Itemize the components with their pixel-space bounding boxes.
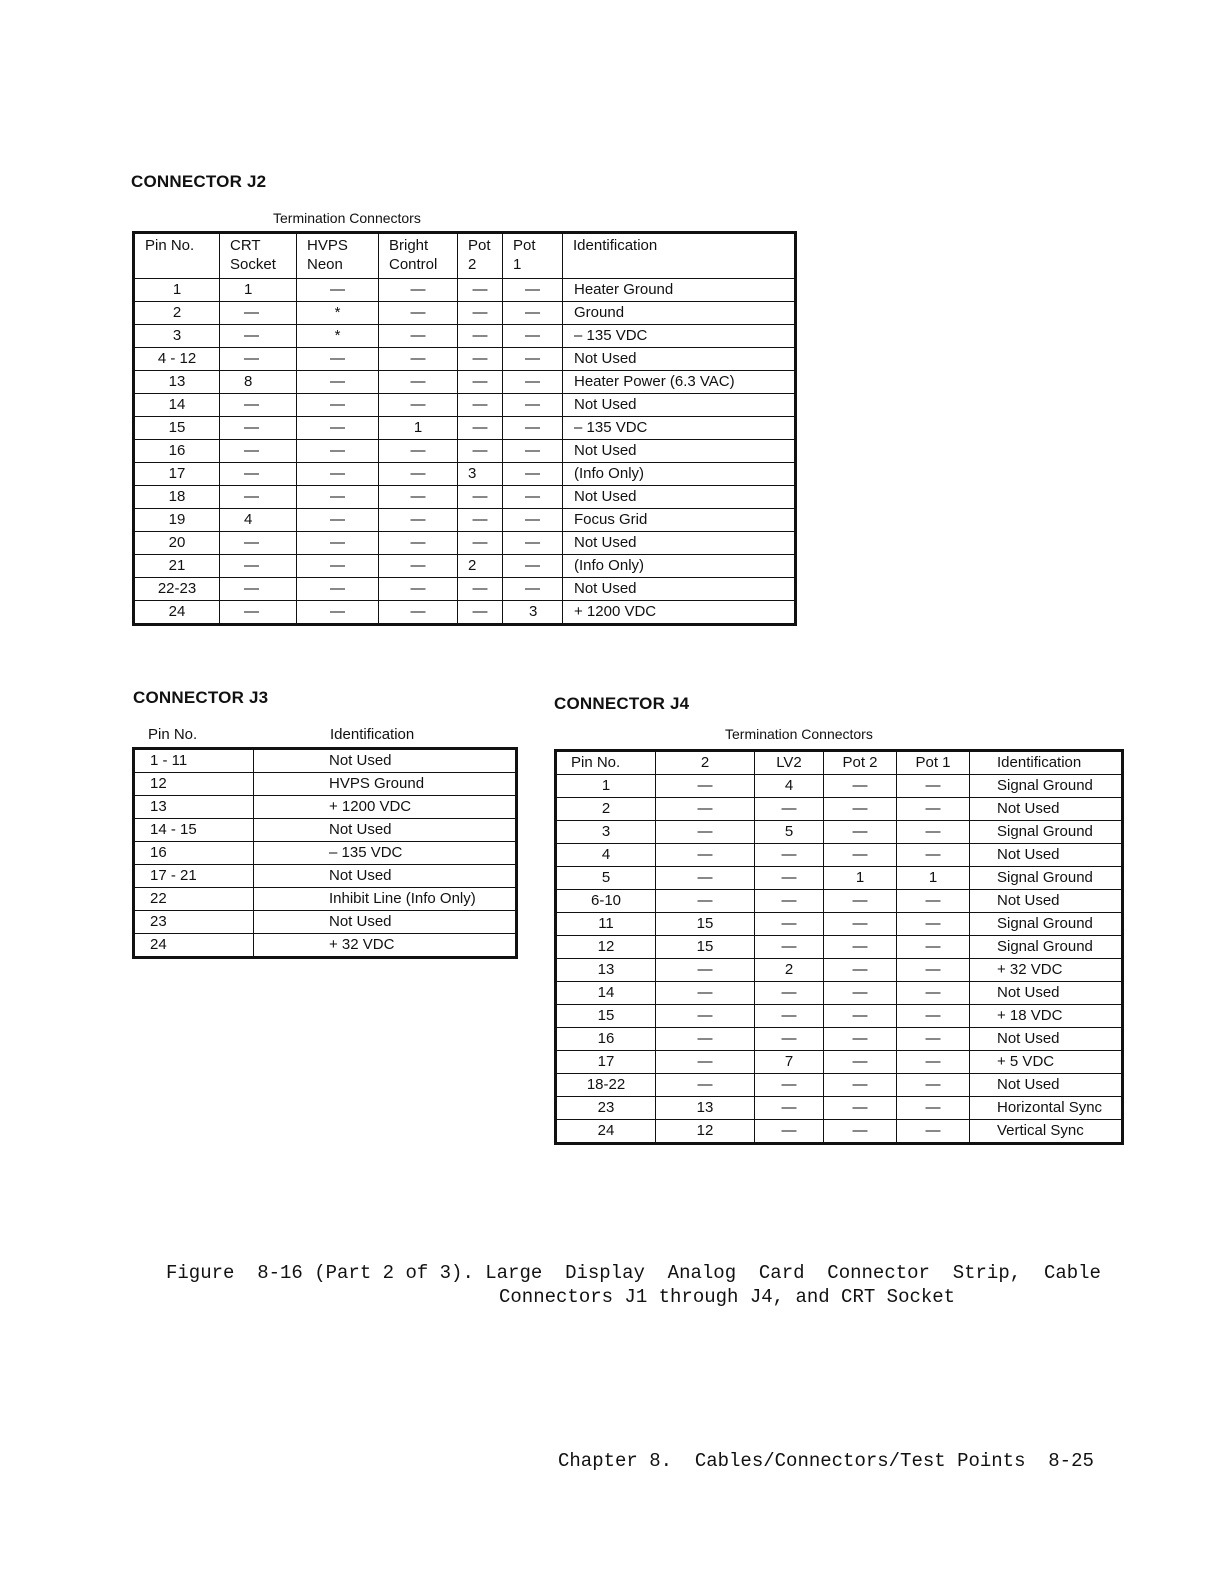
j3-cell: + 32 VDC	[254, 934, 517, 958]
table-row	[556, 936, 1123, 959]
j2-cell: —	[458, 578, 503, 601]
j2-cell: – 135 VDC	[563, 325, 796, 348]
table-row	[556, 775, 1123, 798]
j4-cell: 3	[556, 821, 656, 844]
j4-cell: —	[656, 844, 755, 867]
j2-cell: —	[220, 555, 297, 578]
j4-cell: —	[755, 890, 824, 913]
j2-cell: —	[220, 440, 297, 463]
j2-cell: —	[503, 578, 563, 601]
j4-header-cell: LV2	[755, 751, 824, 775]
j2-header-line2: 2	[468, 256, 477, 273]
j4-cell: Signal Ground	[970, 867, 1123, 890]
table-row	[134, 865, 517, 888]
j2-cell: 1	[379, 417, 458, 440]
j2-cell: Not Used	[563, 348, 796, 371]
j2-cell: —	[297, 601, 379, 625]
j4-cell: —	[897, 982, 970, 1005]
j4-cell: 15	[656, 936, 755, 959]
j2-cell: —	[220, 463, 297, 486]
j2-cell: 2	[134, 302, 220, 325]
j2-cell: —	[458, 371, 503, 394]
j4-cell: —	[755, 1120, 824, 1144]
j4-cell: —	[897, 936, 970, 959]
j4-cell: —	[755, 1074, 824, 1097]
j2-cell: —	[379, 279, 458, 302]
j3-cell: Not Used	[254, 749, 517, 773]
j2-cell: —	[379, 555, 458, 578]
j4-cell: —	[897, 913, 970, 936]
j4-cell: —	[656, 821, 755, 844]
table-row	[134, 796, 517, 819]
j2-header-line1: Bright	[389, 237, 429, 254]
j2-cell: —	[503, 325, 563, 348]
j4-cell: —	[656, 959, 755, 982]
table-row	[134, 819, 517, 842]
j4-cell: Signal Ground	[970, 775, 1123, 798]
j4-cell: Vertical Sync	[970, 1120, 1123, 1144]
j2-cell: —	[297, 348, 379, 371]
j2-cell: —	[220, 394, 297, 417]
connector-j2-table	[132, 231, 797, 626]
j4-header-cell: Identification	[970, 751, 1123, 775]
j4-cell: —	[897, 1051, 970, 1074]
table-row	[134, 749, 517, 773]
j2-cell: 18	[134, 486, 220, 509]
j2-cell: —	[458, 509, 503, 532]
j4-cell: —	[755, 867, 824, 890]
table-row	[556, 1074, 1123, 1097]
table-row	[556, 982, 1123, 1005]
j4-cell: —	[755, 982, 824, 1005]
connector-j4-title: CONNECTOR J4	[554, 694, 690, 713]
j3-cell: 24	[134, 934, 254, 958]
j2-header-line2: Neon	[307, 256, 343, 273]
j3-cell: – 135 VDC	[254, 842, 517, 865]
j4-cell: —	[824, 982, 897, 1005]
j2-header-cell	[134, 233, 220, 279]
j4-cell: —	[897, 775, 970, 798]
j3-cell: HVPS Ground	[254, 773, 517, 796]
j4-cell: 5	[556, 867, 656, 890]
j2-cell: —	[379, 532, 458, 555]
j4-cell: 6-10	[556, 890, 656, 913]
j4-cell: —	[824, 1051, 897, 1074]
j2-cell: —	[297, 417, 379, 440]
j4-cell: 5	[755, 821, 824, 844]
j4-cell: 12	[556, 936, 656, 959]
j2-cell: Heater Power (6.3 VAC)	[563, 371, 796, 394]
j2-cell: 3	[134, 325, 220, 348]
j4-cell: 1	[556, 775, 656, 798]
table-row	[134, 532, 796, 555]
j4-cell: Not Used	[970, 982, 1123, 1005]
j4-cell: 4	[755, 775, 824, 798]
j4-header-cell: Pin No.	[556, 751, 656, 775]
j4-cell: 2	[755, 959, 824, 982]
j2-header-line1: HVPS	[307, 237, 348, 254]
table-row	[134, 348, 796, 371]
j4-cell: 15	[656, 913, 755, 936]
j4-cell: —	[755, 1028, 824, 1051]
connector-j2-title: CONNECTOR J2	[131, 172, 267, 191]
table-row	[556, 1005, 1123, 1028]
table-row	[556, 959, 1123, 982]
j2-header-cell	[563, 233, 796, 279]
j4-cell: 1	[897, 867, 970, 890]
table-row	[134, 555, 796, 578]
j4-cell: —	[656, 867, 755, 890]
j2-cell: —	[297, 555, 379, 578]
j2-cell: —	[379, 440, 458, 463]
j4-cell: 17	[556, 1051, 656, 1074]
table-row	[134, 773, 517, 796]
j4-cell: —	[656, 1005, 755, 1028]
j2-cell: —	[379, 486, 458, 509]
j4-cell: 16	[556, 1028, 656, 1051]
j2-cell: —	[458, 486, 503, 509]
table-row	[134, 509, 796, 532]
j4-cell: —	[824, 959, 897, 982]
j2-header-cell	[379, 233, 458, 279]
j4-cell: + 5 VDC	[970, 1051, 1123, 1074]
j2-cell: —	[297, 578, 379, 601]
j2-cell: —	[379, 348, 458, 371]
j4-cell: —	[824, 1074, 897, 1097]
j2-cell: —	[458, 417, 503, 440]
j2-cell: 15	[134, 417, 220, 440]
j3-cell: Not Used	[254, 865, 517, 888]
j3-cell: 12	[134, 773, 254, 796]
j4-cell: —	[897, 890, 970, 913]
j2-cell: —	[379, 371, 458, 394]
j4-cell: 14	[556, 982, 656, 1005]
j2-cell: – 135 VDC	[563, 417, 796, 440]
j2-cell: 22-23	[134, 578, 220, 601]
table-row	[134, 911, 517, 934]
j4-cell: —	[897, 798, 970, 821]
table-row	[134, 934, 517, 958]
j4-cell: —	[656, 1051, 755, 1074]
j3-cell: Not Used	[254, 911, 517, 934]
j2-cell: —	[297, 532, 379, 555]
j2-cell: 1	[220, 279, 297, 302]
j2-cell: —	[220, 348, 297, 371]
j2-cell: —	[458, 325, 503, 348]
j3-header-pin: Pin No.	[148, 726, 198, 743]
j2-cell: 4 - 12	[134, 348, 220, 371]
j2-cell: —	[379, 302, 458, 325]
j2-cell: 24	[134, 601, 220, 625]
table-row	[556, 821, 1123, 844]
j2-cell: —	[458, 532, 503, 555]
j2-cell: —	[220, 486, 297, 509]
j2-cell: Not Used	[563, 394, 796, 417]
j2-cell: —	[503, 555, 563, 578]
j4-cell: —	[656, 1074, 755, 1097]
table-row	[556, 913, 1123, 936]
j4-header-cell: Pot 1	[897, 751, 970, 775]
j2-termination-label: Termination Connectors	[273, 210, 421, 226]
j4-cell: —	[824, 1028, 897, 1051]
j4-cell: —	[824, 913, 897, 936]
table-row	[134, 279, 796, 302]
j4-cell: —	[897, 1028, 970, 1051]
j2-cell: 8	[220, 371, 297, 394]
j2-header-line1: CRT	[230, 237, 261, 254]
j2-cell: —	[379, 509, 458, 532]
table-row	[134, 842, 517, 865]
table-row	[134, 371, 796, 394]
connector-j3-table	[132, 747, 518, 959]
j3-cell: 22	[134, 888, 254, 911]
table-row	[556, 844, 1123, 867]
j2-header-line2: Socket	[230, 256, 276, 273]
j4-header-cell: Pot 2	[824, 751, 897, 775]
j3-cell: 1 - 11	[134, 749, 254, 773]
j2-cell: 3	[458, 463, 503, 486]
j2-cell: —	[458, 601, 503, 625]
j2-cell: —	[297, 371, 379, 394]
j4-cell: Signal Ground	[970, 913, 1123, 936]
j3-cell: 17 - 21	[134, 865, 254, 888]
j3-cell: 23	[134, 911, 254, 934]
j2-cell: —	[458, 394, 503, 417]
j4-header-cell: 2	[656, 751, 755, 775]
j2-cell: + 1200 VDC	[563, 601, 796, 625]
j2-cell: 16	[134, 440, 220, 463]
j2-header-line2: 1	[513, 256, 522, 273]
j4-cell: —	[656, 890, 755, 913]
j2-cell: —	[503, 302, 563, 325]
j4-cell: 18-22	[556, 1074, 656, 1097]
j2-cell: —	[297, 440, 379, 463]
j2-cell: —	[297, 279, 379, 302]
j4-cell: —	[656, 1028, 755, 1051]
j3-cell: + 1200 VDC	[254, 796, 517, 819]
j4-cell: Not Used	[970, 890, 1123, 913]
j2-cell: —	[297, 394, 379, 417]
j4-cell: —	[656, 982, 755, 1005]
table-row	[556, 798, 1123, 821]
j2-cell: Not Used	[563, 532, 796, 555]
j4-cell: 23	[556, 1097, 656, 1120]
j2-cell: —	[458, 440, 503, 463]
connector-j4-table	[554, 749, 1124, 1145]
j4-cell: —	[897, 1074, 970, 1097]
j2-header-line2: Control	[389, 256, 438, 273]
j2-cell: —	[379, 325, 458, 348]
j4-cell: —	[824, 890, 897, 913]
table-row	[556, 890, 1123, 913]
table-row	[134, 463, 796, 486]
table-row	[134, 417, 796, 440]
j2-cell: —	[220, 417, 297, 440]
j2-cell: —	[297, 463, 379, 486]
j4-cell: Signal Ground	[970, 936, 1123, 959]
j2-cell: 17	[134, 463, 220, 486]
j2-cell: —	[503, 417, 563, 440]
j2-cell: —	[458, 348, 503, 371]
table-row	[134, 888, 517, 911]
j3-cell: 16	[134, 842, 254, 865]
j4-cell: Not Used	[970, 1028, 1123, 1051]
j2-cell: (Info Only)	[563, 463, 796, 486]
j2-cell: —	[503, 440, 563, 463]
j4-cell: —	[897, 821, 970, 844]
j4-cell: —	[755, 936, 824, 959]
j3-cell: Inhibit Line (Info Only)	[254, 888, 517, 911]
j4-cell: —	[755, 1097, 824, 1120]
j2-cell: *	[297, 302, 379, 325]
table-row	[134, 302, 796, 325]
j4-cell: —	[897, 1005, 970, 1028]
j3-header-identification: Identification	[330, 726, 415, 743]
j4-cell: 4	[556, 844, 656, 867]
j2-cell: —	[379, 578, 458, 601]
j2-cell: —	[220, 578, 297, 601]
j2-cell: *	[297, 325, 379, 348]
table-row	[134, 440, 796, 463]
j4-cell: + 18 VDC	[970, 1005, 1123, 1028]
j2-cell: (Info Only)	[563, 555, 796, 578]
j4-cell: —	[824, 1005, 897, 1028]
j2-cell: —	[503, 348, 563, 371]
j2-cell: Not Used	[563, 486, 796, 509]
j2-cell: 13	[134, 371, 220, 394]
j4-cell: 1	[824, 867, 897, 890]
j4-cell: Signal Ground	[970, 821, 1123, 844]
page-footer: Chapter 8. Cables/Connectors/Test Points 8-25	[558, 1450, 1094, 1472]
j2-cell: —	[379, 394, 458, 417]
j2-cell: —	[297, 509, 379, 532]
j2-cell: 2	[458, 555, 503, 578]
j4-cell: —	[824, 1120, 897, 1144]
j2-header-cell	[297, 233, 379, 279]
j2-cell: —	[379, 601, 458, 625]
j2-cell: Ground	[563, 302, 796, 325]
j2-cell: 4	[220, 509, 297, 532]
j4-cell: 24	[556, 1120, 656, 1144]
j4-cell: —	[755, 913, 824, 936]
j2-cell: —	[503, 279, 563, 302]
j2-cell: —	[220, 325, 297, 348]
j4-cell: —	[656, 775, 755, 798]
j4-cell: —	[897, 1120, 970, 1144]
j4-cell: —	[824, 936, 897, 959]
j4-cell: 13	[656, 1097, 755, 1120]
j2-header-cell	[458, 233, 503, 279]
j2-cell: —	[220, 601, 297, 625]
j2-cell: —	[503, 371, 563, 394]
table-row	[556, 1051, 1123, 1074]
j4-cell: Not Used	[970, 844, 1123, 867]
j2-cell: 21	[134, 555, 220, 578]
table-row	[556, 1120, 1123, 1144]
j4-cell: 15	[556, 1005, 656, 1028]
j2-header-line1: Pot	[468, 237, 491, 254]
j2-cell: Focus Grid	[563, 509, 796, 532]
j2-cell: —	[379, 463, 458, 486]
j2-header-cell	[503, 233, 563, 279]
j4-cell: —	[824, 798, 897, 821]
j2-cell: 20	[134, 532, 220, 555]
j2-cell: 19	[134, 509, 220, 532]
j4-cell: —	[824, 821, 897, 844]
table-row	[134, 486, 796, 509]
j4-termination-label: Termination Connectors	[725, 726, 873, 742]
j4-cell: —	[897, 1097, 970, 1120]
j2-cell: —	[503, 486, 563, 509]
j4-cell: —	[656, 798, 755, 821]
j2-cell: —	[458, 279, 503, 302]
j2-header-line1: Pot	[513, 237, 536, 254]
j3-cell: 13	[134, 796, 254, 819]
j4-cell: —	[824, 844, 897, 867]
j2-cell: —	[297, 486, 379, 509]
table-row	[134, 601, 796, 625]
j2-cell: —	[503, 394, 563, 417]
j4-cell: 7	[755, 1051, 824, 1074]
table-row	[556, 1028, 1123, 1051]
table-row	[134, 578, 796, 601]
j4-cell: Horizontal Sync	[970, 1097, 1123, 1120]
figure-caption-line1: Figure 8-16 (Part 2 of 3). Large Display Analog Card Connector Strip, Cable	[166, 1262, 1101, 1284]
j4-cell: + 32 VDC	[970, 959, 1123, 982]
j4-cell: Not Used	[970, 1074, 1123, 1097]
j4-cell: —	[755, 798, 824, 821]
j2-cell: 1	[134, 279, 220, 302]
table-row	[134, 394, 796, 417]
table-row	[556, 1097, 1123, 1120]
j4-cell: —	[824, 775, 897, 798]
j4-cell: —	[755, 844, 824, 867]
j2-cell: —	[503, 463, 563, 486]
j4-cell: 12	[656, 1120, 755, 1144]
j2-cell: —	[503, 532, 563, 555]
j2-cell: 3	[503, 601, 563, 625]
j2-cell: —	[220, 532, 297, 555]
j4-cell: Not Used	[970, 798, 1123, 821]
j4-cell: —	[755, 1005, 824, 1028]
j2-cell: —	[220, 302, 297, 325]
j4-cell: 13	[556, 959, 656, 982]
j2-cell: Heater Ground	[563, 279, 796, 302]
j2-cell: —	[503, 509, 563, 532]
j2-header-line1: Pin No.	[145, 237, 195, 254]
j4-cell: —	[824, 1097, 897, 1120]
j3-cell: 14 - 15	[134, 819, 254, 842]
table-row	[556, 867, 1123, 890]
figure-caption-line2: Connectors J1 through J4, and CRT Socket	[499, 1286, 956, 1308]
connector-j3-title: CONNECTOR J3	[133, 688, 269, 707]
j3-cell: Not Used	[254, 819, 517, 842]
j2-cell: Not Used	[563, 578, 796, 601]
j4-cell: —	[897, 959, 970, 982]
j2-header-cell	[220, 233, 297, 279]
j4-cell: 2	[556, 798, 656, 821]
j4-cell: 11	[556, 913, 656, 936]
j2-header-line1: Identification	[573, 237, 658, 254]
j4-cell: —	[897, 844, 970, 867]
j2-cell: Not Used	[563, 440, 796, 463]
j2-cell: 14	[134, 394, 220, 417]
j2-cell: —	[458, 302, 503, 325]
j2-header-row	[134, 233, 796, 279]
table-row	[134, 325, 796, 348]
j4-header-row	[556, 751, 1123, 775]
